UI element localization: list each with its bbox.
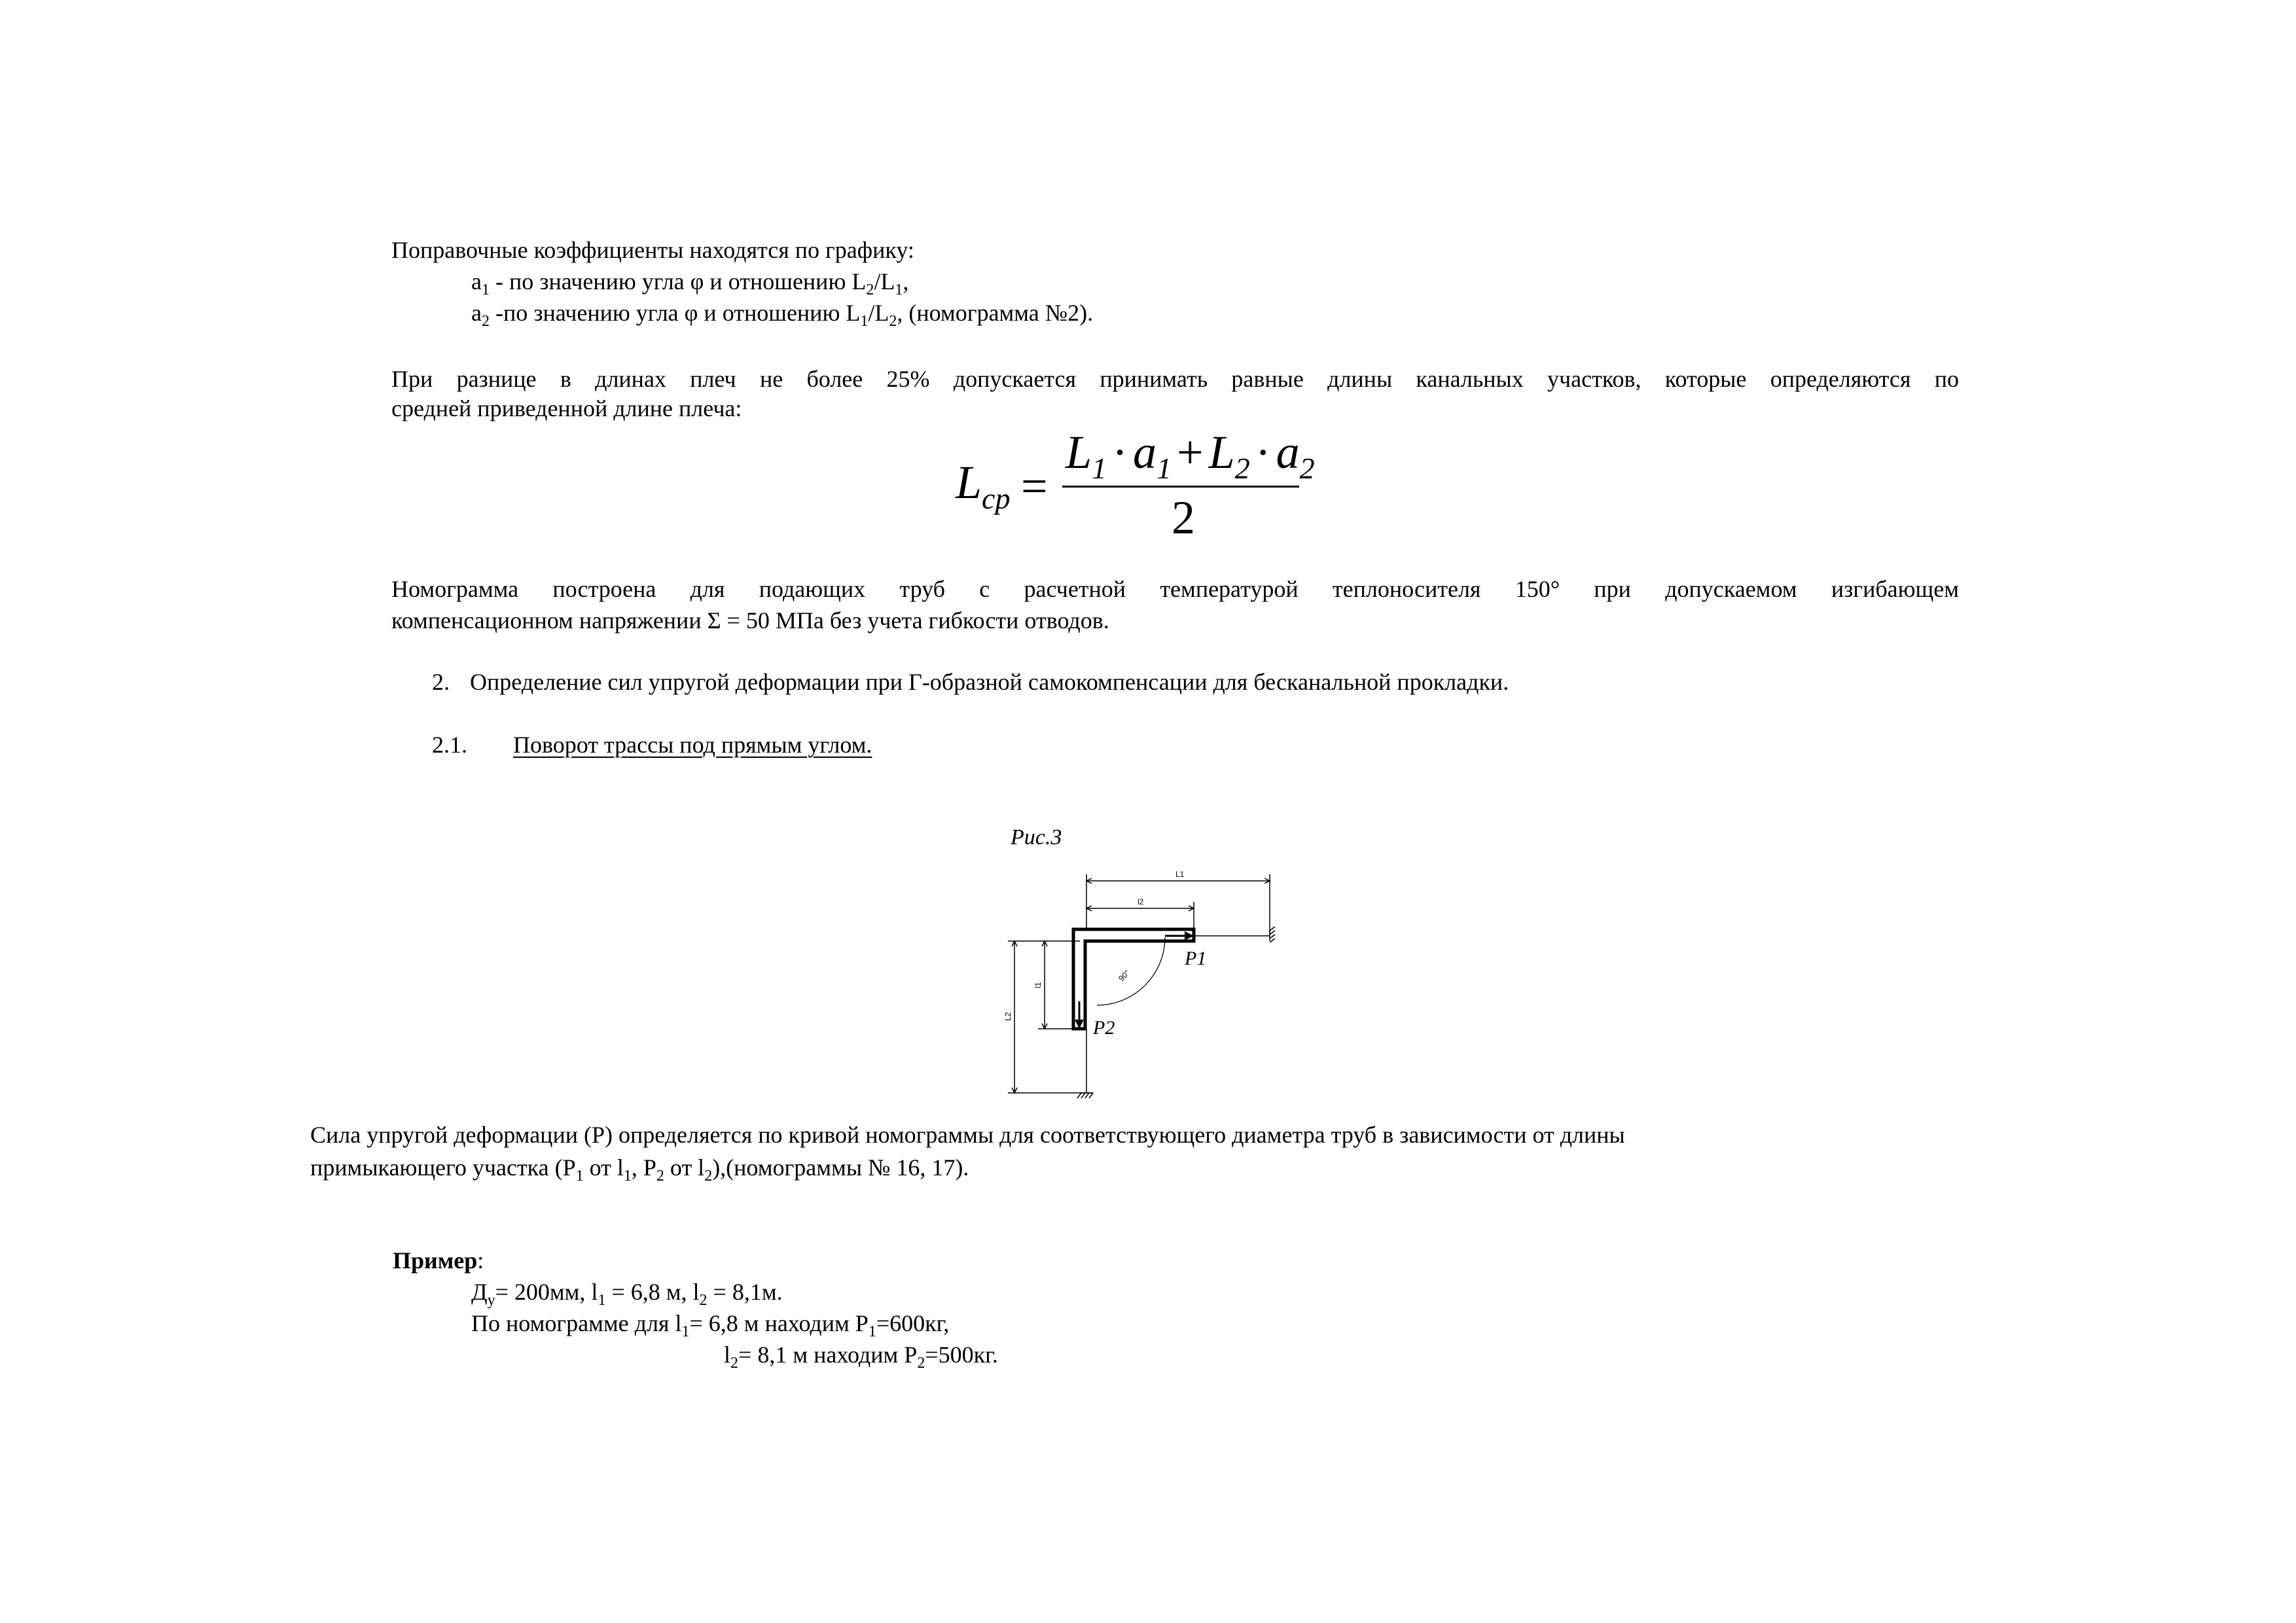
para4-text: примыкающего участка (Р (310, 1154, 576, 1181)
formula-lhs (956, 455, 1011, 515)
num-dot2: · (1255, 426, 1271, 478)
para4-line2 (310, 1153, 969, 1185)
hatch (1085, 1093, 1089, 1098)
a2-L2-sub: 2 (889, 313, 897, 330)
label-l2: l2 (1138, 897, 1144, 906)
label-P2: P2 (1093, 1017, 1115, 1039)
example-text: Д (471, 1279, 488, 1305)
pipe-l-shape (1073, 929, 1194, 1029)
example-text: По номограмме для l (471, 1310, 682, 1336)
a1-slash: /L (874, 268, 895, 294)
hatch (1077, 1093, 1081, 1098)
a1-sub: 1 (481, 281, 490, 298)
a2-text: -по значению угла φ и отношению L (489, 300, 861, 326)
hatch (1081, 1093, 1085, 1098)
coef-a1-line (471, 267, 908, 296)
para4-text: , Р (631, 1154, 656, 1181)
label-L2: L2 (1003, 1012, 1013, 1021)
section2-title: Определение сил упругой деформации при Г-образной самокомпенсации для бесканальной прокладки. (470, 669, 1509, 695)
section21-number: 2.1. (432, 732, 467, 758)
hatch (1270, 938, 1275, 942)
example-sub: 1 (681, 1323, 690, 1340)
a1-symbol: a (471, 268, 482, 294)
num-a1: a (1133, 426, 1157, 478)
example-sub: 2 (917, 1355, 925, 1372)
para2-line1: При разнице в длинах плеч не более 25% допускается принимать равные длины канальных участков, которые определяются по (391, 366, 1959, 392)
example-text: l (724, 1342, 731, 1368)
hatch (1270, 927, 1275, 931)
example-sub: 1 (868, 1323, 876, 1340)
label-L1: L1 (1175, 870, 1185, 879)
pipe-l-diagram (995, 857, 1309, 1106)
formula-denominator: 2 (1172, 491, 1195, 544)
para4-sub: 1 (575, 1168, 584, 1185)
a1-end: , (903, 268, 909, 294)
num-L2-sub: 2 (1234, 452, 1250, 485)
example-line3 (724, 1340, 998, 1372)
example-text: = 200мм, l (495, 1279, 598, 1305)
angle-arc (1097, 937, 1165, 1005)
example-colon: : (477, 1247, 484, 1274)
para4-line1: Сила упругой деформации (Р) определяется по кривой номограммы для соответствующего диаметра труб в зависимости от длины (310, 1122, 1625, 1148)
example-line2 (471, 1309, 949, 1338)
hatch (1270, 931, 1275, 935)
hatch (1270, 935, 1275, 938)
a2-slash: /L (868, 300, 889, 326)
example-sub: 2 (699, 1292, 708, 1309)
intro-line (391, 236, 914, 264)
para4-text: ),(номограммы № 16, 17). (712, 1154, 969, 1181)
para4-text: от l (583, 1154, 624, 1181)
section2-number: 2. (432, 669, 450, 695)
example-line1 (471, 1277, 783, 1309)
formula-equals: = (1021, 460, 1048, 512)
num-plus: + (1177, 426, 1204, 478)
example-sub: у (487, 1292, 495, 1309)
num-L1-sub: 1 (1092, 452, 1107, 485)
a1-L1-sub: 1 (895, 281, 903, 298)
label-l1: l1 (1033, 982, 1043, 988)
para4-sub: 2 (704, 1168, 713, 1185)
section21-title: Поворот трассы под прямым углом. (513, 732, 872, 758)
num-L1: L (1066, 426, 1092, 478)
example-text: = 8,1м. (707, 1279, 783, 1305)
example-sub: 1 (598, 1292, 606, 1309)
para4-sub: 1 (623, 1168, 632, 1185)
example-text: = 6,8 м находим Р (689, 1310, 869, 1336)
para2-line2: средней приведенной длине плеча: (391, 395, 742, 421)
example-text: =500кг. (925, 1342, 998, 1368)
example-text: = 6,8 м, l (605, 1279, 700, 1305)
num-a2-sub: 2 (1299, 452, 1315, 485)
para3-line2: компенсационном напряжении Σ = 50 МПа без учета гибкости отводов. (391, 607, 1109, 633)
num-a1-sub: 1 (1157, 452, 1172, 485)
a1-L2-sub: 2 (866, 281, 874, 298)
formula-lhs-L: L (956, 456, 982, 508)
a2-sub: 2 (481, 313, 490, 330)
example-text: =600кг, (876, 1310, 950, 1336)
num-a2: a (1276, 426, 1300, 478)
intro-text: Поправочные коэффициенты находятся по графику: (391, 237, 914, 263)
a2-symbol: a (471, 300, 482, 326)
fraction-bar (1062, 486, 1299, 488)
num-dot1: · (1112, 426, 1128, 478)
example-title (393, 1246, 484, 1275)
para4-sub: 2 (656, 1168, 664, 1185)
a2-end: , (номограмма №2). (897, 300, 1094, 326)
label-P1: P1 (1185, 948, 1207, 969)
label-angle: 90° (1117, 968, 1132, 984)
para3-line1: Номограмма построена для подающих труб с расчетной температурой теплоносителя 150° при допускаемом изгибающем (391, 576, 1959, 602)
hatch (1089, 1093, 1093, 1098)
example-title-text: Пример (393, 1247, 478, 1274)
a1-text: - по значению угла φ и отношению L (489, 268, 867, 294)
formula-lhs-sub: cp (982, 482, 1011, 515)
example-text: = 8,1 м находим Р (738, 1342, 918, 1368)
num-L2: L (1208, 426, 1235, 478)
para4-text: от l (664, 1154, 705, 1181)
figure-caption: Рис.3 (1011, 825, 1062, 849)
coef-a2-line (471, 298, 1094, 330)
example-sub: 2 (730, 1355, 739, 1372)
formula-l-avg (956, 425, 1322, 543)
a2-L1-sub: 1 (860, 313, 869, 330)
formula-numerator (1066, 425, 1315, 485)
